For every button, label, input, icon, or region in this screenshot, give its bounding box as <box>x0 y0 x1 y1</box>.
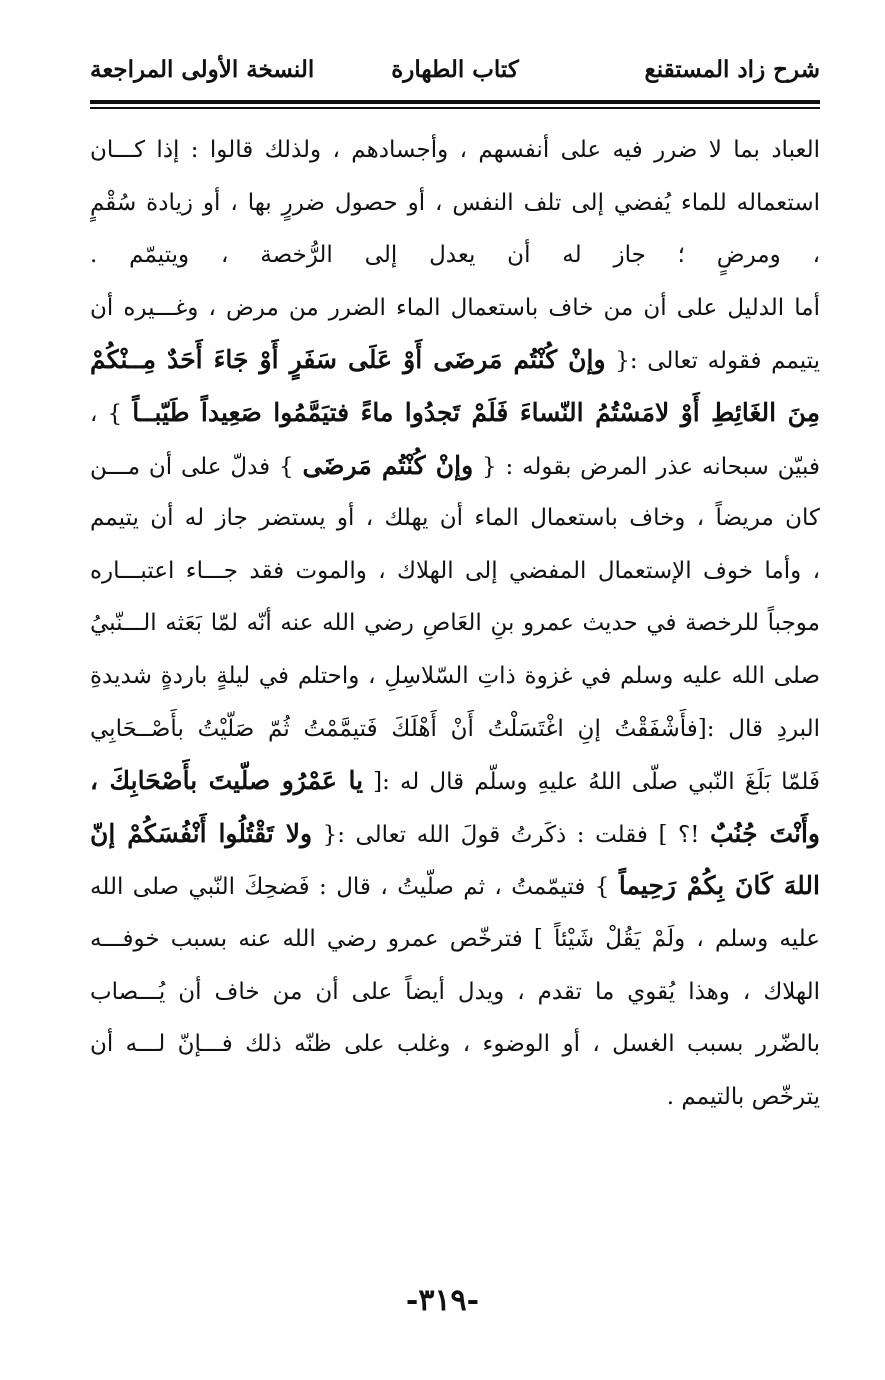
text-line <box>90 966 820 1019</box>
body-text <box>90 124 820 1123</box>
text-segment: يترخّص بالتيمم . <box>666 1083 820 1110</box>
text-segment: فَلمّا بَلَغَ النّبي صلّى اللهُ عليهِ وسلّم قال له :[ <box>363 769 820 796</box>
header-rule-thick <box>90 100 820 104</box>
header-chapter-title: كتاب الطهارة <box>391 56 519 83</box>
text-line <box>90 177 820 230</box>
text-line <box>90 492 820 545</box>
text-line <box>90 703 820 756</box>
text-segment: فبيّن سبحانه عذر المرض بقوله : { <box>473 453 820 480</box>
text-segment: الهلاك ، وهذا يُقوي ما تقدم ، ويدل أيضاً على أن من خاف أن يُـــصاب <box>90 978 820 1005</box>
text-line <box>90 1071 820 1124</box>
quran-quote: مِنَ الغَائِطِ أَوْ لامَسْتُمُ النّساءَ فَلَمْ تَجدُوا ماءً فتيَمَّمُوا صَعِيداً طَيّبــاً <box>132 397 820 427</box>
text-segment: موجباً للرخصة في حديث عمرو بنِ العَاصِ رضي الله عنه أنّه لمّا بَعَثه الـــنّبيُ <box>90 610 820 637</box>
text-segment: } فتيمّمتُ ، ثم صلّيتُ ، قال : فَضحِكَ النّبي صلى الله <box>90 874 619 901</box>
text-line <box>90 440 820 493</box>
text-segment: } ، <box>90 400 133 427</box>
text-segment: كان مريضاً ، وخاف باستعمال الماء أن يهلك ، أو يستضر جاز له أن يتيمم <box>90 505 820 532</box>
text-line <box>90 124 820 177</box>
text-line <box>90 913 820 966</box>
text-line <box>90 545 820 598</box>
text-line <box>90 860 820 913</box>
text-line <box>90 334 820 387</box>
quran-quote: يا عَمْرُو صلّيتَ بأَصْحَابِكَ ، <box>90 766 364 796</box>
text-segment: العباد بما لا ضرر فيه على أنفسهم ، وأجسادهم ، ولذلك قالوا : إذا كـــان <box>90 137 820 163</box>
quran-quote: اللهَ كَانَ بِكُمْ رَحِيماً <box>618 871 820 901</box>
text-line <box>90 650 820 703</box>
header-edition-note: النسخة الأولى المراجعة <box>90 56 315 83</box>
text-segment: ، ومرضٍ ؛ جاز له أن يعدل إلى الرُّخصة ، ويتيمّم . <box>90 242 820 269</box>
text-line <box>90 1018 820 1071</box>
text-segment: } فدلّ على أن مـــن <box>90 453 303 480</box>
text-segment: بالضّرر بسبب الغسل ، أو الوضوء ، وغلب على ظنّه ذلك فـــإنّ لـــه أن <box>90 1031 820 1058</box>
text-line <box>90 387 820 440</box>
header-book-title: شرح زاد المستقنع <box>644 56 820 83</box>
text-segment: يتيمم فقوله تعالى :{ <box>605 348 820 375</box>
quran-quote: ولا تَقْتُلُوا أَنْفُسَكُمْ إنّ <box>90 818 313 848</box>
text-segment: استعماله للماء يُفضي إلى تلف النفس ، أو حصول ضررٍ بها ، أو زيادة سُقْمٍ <box>90 189 820 216</box>
quran-quote: وإنْ كُنْتُم مَرضَى أَوْ عَلَى سَفَرٍ أَوْ جَاءَ أَحَدٌ مِــنْكُمْ <box>90 345 606 375</box>
quran-quote: وأَنْتَ جُنُبٌ <box>709 818 820 848</box>
header-rule-thin <box>90 107 820 109</box>
text-segment: ، وأما خوف الإستعمال المفضي إلى الهلاك ، والموت فقد جـــاء اعتبـــاره <box>90 557 820 584</box>
page-number: -٣١٩- <box>405 1283 480 1318</box>
text-segment: !؟ ] فقلت : ذكَرتُ قولَ الله تعالى :{ <box>312 821 710 848</box>
text-segment: البردِ قال :[فأَشْفَقْتُ إنِ اغْتَسَلْتُ أَنْ أَهْلَكَ فَتيمَّمْتُ ثُمّ صَلّيْتُ بأَصْــحَابِي <box>90 715 820 742</box>
text-line <box>90 282 820 335</box>
text-line <box>90 808 820 861</box>
running-header <box>90 56 820 96</box>
text-line <box>90 755 820 808</box>
text-segment: عليه وسلم ، ولَمْ يَقُلْ شَيْئاً ] فترخّص عمرو رضي الله عنه بسبب خوفـــه <box>90 925 820 952</box>
text-segment: صلى الله عليه وسلم في غزوة ذاتِ السّلاسِلِ ، واحتلم في ليلةٍ باردةٍ شديدةِ <box>90 662 820 689</box>
text-line <box>90 229 820 282</box>
quran-quote: وإنْ كُنْتُم مَرضَى <box>302 450 474 480</box>
text-segment: أما الدليل على أن من خاف باستعمال الماء الضرر من مرض ، وغـــيره أن <box>90 294 820 321</box>
text-line <box>90 597 820 650</box>
